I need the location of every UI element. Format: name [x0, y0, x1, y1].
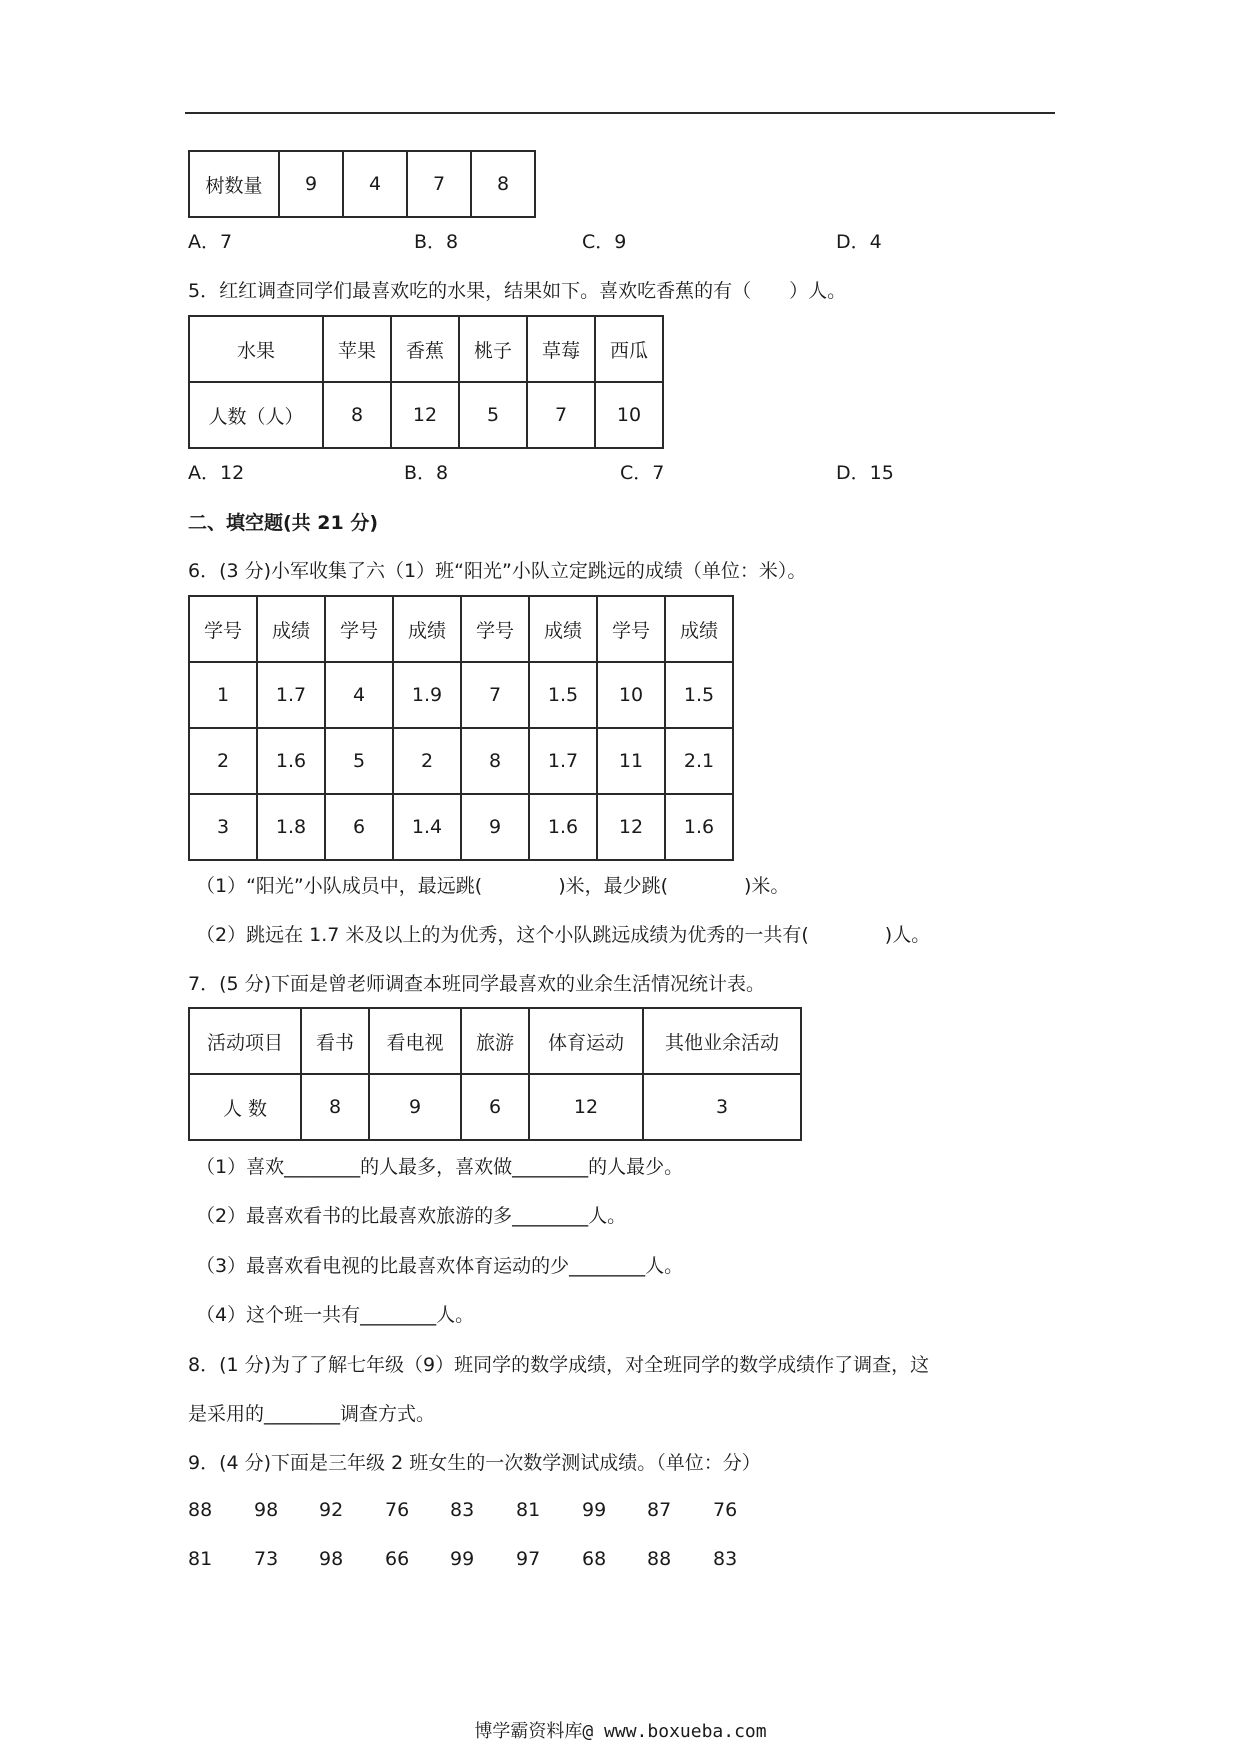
q7-table	[188, 1007, 802, 1141]
score: 98	[254, 1499, 279, 1521]
q4-option-d: D．4	[836, 231, 882, 253]
score: 83	[713, 1548, 738, 1570]
q6-cell: 1.5	[529, 662, 597, 728]
q7-header: 看书	[301, 1008, 369, 1074]
q7-sub3: （3）最喜欢看电视的比最喜欢体育运动的少________人。	[196, 1255, 684, 1277]
q6-cell: 1	[189, 662, 257, 728]
q6-cell: 2	[189, 728, 257, 794]
q7-header: 体育运动	[529, 1008, 643, 1074]
q4-cell: 4	[343, 151, 407, 217]
q5-cell: 7	[527, 382, 595, 448]
q5-question: 5．红红调查同学们最喜欢吃的水果，结果如下。喜欢吃香蕉的有（ ）人。	[188, 280, 847, 302]
q4-cell: 7	[407, 151, 471, 217]
q6-cell: 2	[393, 728, 461, 794]
q6-cell: 8	[461, 728, 529, 794]
q6-question: 6．(3 分)小军收集了六（1）班“阳光”小队立定跳远的成绩（单位：米）。	[188, 560, 807, 582]
score: 98	[319, 1548, 344, 1570]
q7-header: 其他业余活动	[643, 1008, 801, 1074]
q6-header: 成绩	[529, 596, 597, 662]
q6-header: 成绩	[393, 596, 461, 662]
q6-header: 学号	[325, 596, 393, 662]
score: 81	[516, 1499, 541, 1521]
score: 88	[647, 1548, 672, 1570]
section-title: 二、填空题(共 21 分)	[188, 512, 379, 534]
q4-label: 树数量	[189, 151, 279, 217]
q5-cell: 5	[459, 382, 527, 448]
q7-question: 7．(5 分)下面是曾老师调查本班同学最喜欢的业余生活情况统计表。	[188, 973, 766, 995]
footer-watermark: 博学霸资料库@ www.boxueba.com	[474, 1721, 767, 1742]
q6-cell: 1.4	[393, 794, 461, 860]
q7-cell: 6	[461, 1074, 529, 1140]
q6-cell: 1.6	[529, 794, 597, 860]
q8-line2: 是采用的________调查方式。	[188, 1403, 436, 1425]
q7-cell: 人 数	[189, 1074, 301, 1140]
q6-cell: 1.7	[529, 728, 597, 794]
score: 87	[647, 1499, 672, 1521]
q6-cell: 1.6	[665, 794, 733, 860]
q6-table	[188, 595, 734, 861]
q4-cell: 9	[279, 151, 343, 217]
q7-cell: 3	[643, 1074, 801, 1140]
q5-table	[188, 315, 664, 449]
score: 81	[188, 1548, 213, 1570]
q6-header: 学号	[597, 596, 665, 662]
header-rule	[185, 112, 1055, 114]
q6-sub1: （1）“阳光”小队成员中，最远跳( )米，最少跳( )米。	[196, 875, 790, 897]
score: 88	[188, 1499, 213, 1521]
q7-header: 看电视	[369, 1008, 461, 1074]
q6-header: 成绩	[665, 596, 733, 662]
q6-header: 学号	[461, 596, 529, 662]
q6-cell: 5	[325, 728, 393, 794]
score: 73	[254, 1548, 279, 1570]
score: 92	[319, 1499, 344, 1521]
q6-cell: 4	[325, 662, 393, 728]
q6-cell: 2.1	[665, 728, 733, 794]
q5-option-d: D．15	[836, 462, 894, 484]
score: 99	[582, 1499, 607, 1521]
score: 83	[450, 1499, 475, 1521]
q5-header: 苹果	[323, 316, 391, 382]
score: 76	[385, 1499, 410, 1521]
q7-sub4: （4）这个班一共有________人。	[196, 1304, 475, 1326]
q6-header: 学号	[189, 596, 257, 662]
q6-cell: 1.9	[393, 662, 461, 728]
q4-table	[188, 150, 536, 218]
q5-option-b: B．8	[404, 462, 449, 484]
q5-cell: 人数（人）	[189, 382, 323, 448]
q6-header: 成绩	[257, 596, 325, 662]
q4-cell: 8	[471, 151, 535, 217]
q6-cell: 10	[597, 662, 665, 728]
score: 99	[450, 1548, 475, 1570]
q6-cell: 12	[597, 794, 665, 860]
q5-header: 草莓	[527, 316, 595, 382]
q7-cell: 9	[369, 1074, 461, 1140]
q7-sub2: （2）最喜欢看书的比最喜欢旅游的多________人。	[196, 1205, 627, 1227]
q5-cell: 10	[595, 382, 663, 448]
q5-header: 香蕉	[391, 316, 459, 382]
q6-cell: 9	[461, 794, 529, 860]
score: 68	[582, 1548, 607, 1570]
q4-option-b: B．8	[414, 231, 459, 253]
q5-cell: 12	[391, 382, 459, 448]
q7-cell: 12	[529, 1074, 643, 1140]
q5-cell: 8	[323, 382, 391, 448]
q4-option-a: A．7	[188, 231, 233, 253]
score: 76	[713, 1499, 738, 1521]
q4-option-c: C．9	[582, 231, 627, 253]
q8-line1: 8．(1 分)为了了解七年级（9）班同学的数学成绩，对全班同学的数学成绩作了调查，这	[188, 1354, 930, 1376]
q6-cell: 1.7	[257, 662, 325, 728]
q5-header: 水果	[189, 316, 323, 382]
q5-header: 西瓜	[595, 316, 663, 382]
q9-question: 9．(4 分)下面是三年级 2 班女生的一次数学测试成绩。（单位：分）	[188, 1452, 761, 1474]
q7-cell: 8	[301, 1074, 369, 1140]
q6-cell: 1.6	[257, 728, 325, 794]
score: 97	[516, 1548, 541, 1570]
q6-cell: 1.5	[665, 662, 733, 728]
q6-cell: 6	[325, 794, 393, 860]
q5-header: 桃子	[459, 316, 527, 382]
q6-cell: 1.8	[257, 794, 325, 860]
q7-header: 旅游	[461, 1008, 529, 1074]
q6-cell: 11	[597, 728, 665, 794]
q6-cell: 7	[461, 662, 529, 728]
q6-sub2: （2）跳远在 1.7 米及以上的为优秀，这个小队跳远成绩为优秀的一共有( )人。	[196, 924, 931, 946]
q5-option-a: A．12	[188, 462, 245, 484]
score: 66	[385, 1548, 410, 1570]
q6-cell: 3	[189, 794, 257, 860]
q7-sub1: （1）喜欢________的人最多，喜欢做________的人最少。	[196, 1156, 684, 1178]
q7-header: 活动项目	[189, 1008, 301, 1074]
q5-option-c: C．7	[620, 462, 665, 484]
